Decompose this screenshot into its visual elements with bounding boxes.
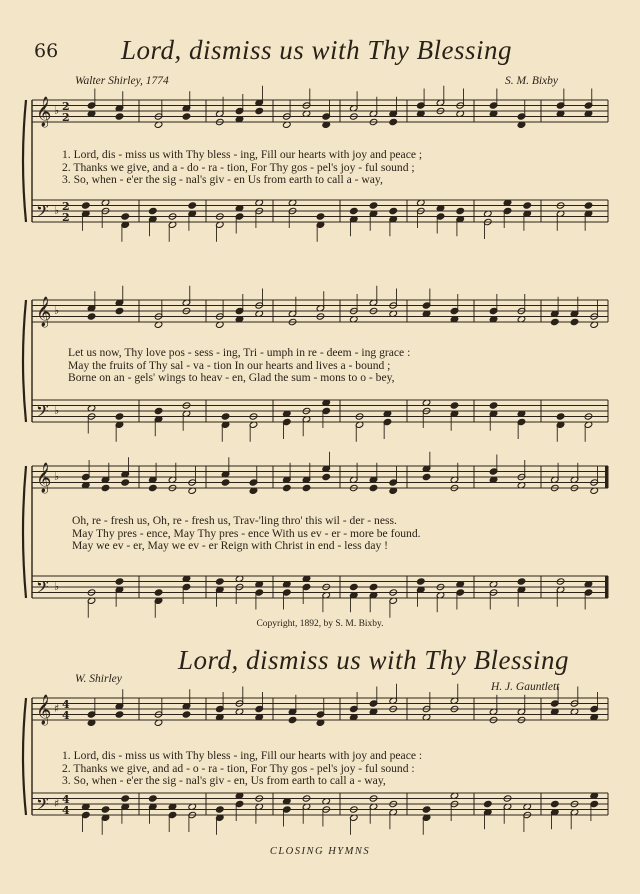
page-footer: CLOSING HYMNS [269, 846, 371, 857]
note-head [369, 484, 378, 491]
flat-icon: ♭ [54, 404, 60, 417]
note-head [188, 202, 197, 209]
hymn-title: Lord, dismiss us with Thy Blessing [121, 35, 513, 65]
time-signature-bottom: 2 [62, 211, 70, 224]
lyrics-block-4 [62, 750, 422, 788]
note-head [149, 795, 158, 802]
flat-icon: ♭ [54, 470, 60, 483]
lyrics-block-1 [62, 149, 422, 187]
lyric-line: Oh, re - fresh us, Oh, re - fresh us, Trav-'ling thro' this wil - der - ness. [72, 514, 397, 527]
note-head [322, 473, 331, 480]
lyric-line: 2. Thanks we give, and ad - o - ra - tion, For Thy gos - pel's joy - ful sound : [62, 761, 415, 775]
note-head [101, 484, 110, 491]
hymn-title: Lord, dismiss us with Thy Blessing [178, 645, 570, 675]
note-head [302, 484, 311, 491]
note-head [154, 589, 163, 596]
sharp-icon: ♯ [54, 797, 60, 810]
note-head [369, 202, 378, 209]
note-head [182, 113, 191, 120]
time-signature-bottom: 4 [62, 804, 70, 817]
time-signature-top: 2 [62, 200, 70, 213]
bass-clef-icon: 𝄢 [36, 401, 49, 425]
time-signature-top: 4 [62, 698, 70, 711]
lyric-line: May Thy pres - ence, May Thy pres - ence With us ev - er - more be found. [72, 526, 421, 540]
author-credit: Walter Shirley, 1774 [75, 75, 169, 87]
note-head [216, 578, 225, 585]
note-head [221, 413, 230, 420]
note-head [517, 578, 526, 585]
note-head [389, 207, 398, 214]
note-head [87, 313, 96, 320]
lyric-line: May we ev - er, May we ev - er Reign with Christ in end - less day ! [72, 539, 389, 553]
brace [23, 466, 26, 598]
note-head [82, 202, 91, 209]
bass-clef-icon: 𝄢 [36, 794, 49, 818]
flat-icon: ♭ [54, 304, 60, 317]
note-head [456, 207, 465, 214]
note-head [216, 806, 225, 813]
time-signature-bottom: 4 [62, 709, 70, 722]
sharp-icon: ♯ [54, 702, 60, 715]
staff [32, 466, 608, 488]
flat-icon: ♭ [54, 104, 60, 117]
lyric-line: 1. Lord, dis - miss us with Thy bless - ing, Fill our hearts with joy and peace : [62, 749, 423, 762]
staff [32, 793, 608, 815]
treble-clef-icon: 𝄞 [36, 97, 52, 127]
note-head [221, 479, 230, 486]
bass-clef-icon: 𝄢 [36, 201, 49, 225]
note-head [115, 578, 124, 585]
note-head [422, 806, 431, 813]
composer-credit: S. M. Bixby [505, 75, 559, 87]
note-head [489, 402, 498, 409]
note-head [101, 806, 110, 813]
brace [23, 300, 26, 422]
note-head [121, 213, 130, 220]
brace [23, 698, 26, 815]
note-head [316, 213, 325, 220]
note-head [350, 207, 359, 214]
page-number: 66 [34, 40, 59, 62]
note-head [422, 473, 431, 480]
copyright-notice: Copyright, 1892, by S. M. Bixby. [256, 619, 384, 629]
lyric-line: May the fruits of Thy sal - va - tion In our hearts and lives a - bound ; [68, 358, 391, 372]
note-head [417, 578, 426, 585]
final-barline [605, 466, 608, 488]
note-head [121, 479, 130, 486]
note-head [115, 113, 124, 120]
note-head [450, 402, 459, 409]
time-signature-bottom: 2 [62, 111, 70, 124]
lyrics-block-2 [68, 347, 410, 385]
treble-clef-icon: 𝄞 [36, 463, 52, 493]
bass-clef-icon: 𝄢 [36, 577, 49, 601]
note-head [115, 413, 124, 420]
note-head [484, 800, 493, 807]
composer-credit: H. J. Gauntlett [491, 681, 560, 693]
lyric-line: 1. Lord, dis - miss us with Thy bless - ing, Fill our hearts with joy and peace ; [62, 148, 423, 161]
note-head [283, 484, 292, 491]
final-barline [605, 576, 608, 598]
note-head [523, 202, 532, 209]
lyric-line: 3. So, when - e'er the sig - nal's giv - en Us from earth to call a - way, [62, 173, 383, 187]
treble-clef-icon: 𝄞 [36, 297, 52, 327]
note-head [115, 307, 124, 314]
note-head [556, 413, 565, 420]
note-head [369, 583, 378, 590]
note-head [182, 711, 191, 718]
note-head [255, 107, 264, 114]
note-head [149, 484, 158, 491]
note-head [121, 795, 130, 802]
note-head [551, 800, 560, 807]
note-head [570, 318, 579, 325]
lyric-line: Let us now, Thy love pos - sess - ing, Tri - umph in re - deem - ing grace : [68, 346, 411, 359]
note-head [551, 318, 560, 325]
author-credit: W. Shirley [75, 673, 122, 685]
note-head [154, 407, 163, 414]
lyrics-block-3 [72, 515, 421, 553]
lyric-line: 3. So, when - e'er the sig - nal's giv - en, Us from earth to call a - way, [62, 774, 386, 788]
note-head [389, 118, 398, 125]
lyric-line: Borne on an - gels' wings to heav - en, Glad the sum - mons to o - bey, [68, 371, 395, 385]
note-head [149, 207, 158, 214]
note-head [288, 716, 297, 723]
flat-icon: ♭ [54, 204, 60, 217]
note-head [350, 583, 359, 590]
note-head [115, 711, 124, 718]
flat-icon: ♭ [54, 580, 60, 593]
time-signature-top: 4 [62, 793, 70, 806]
lyric-line: 2. Thanks we give, and a - do - ra - tion, For Thy gos - pel's joy - ful sound ; [62, 160, 415, 174]
treble-clef-icon: 𝄞 [36, 695, 52, 725]
brace [23, 100, 26, 222]
note-head [584, 202, 593, 209]
time-signature-top: 2 [62, 100, 70, 113]
